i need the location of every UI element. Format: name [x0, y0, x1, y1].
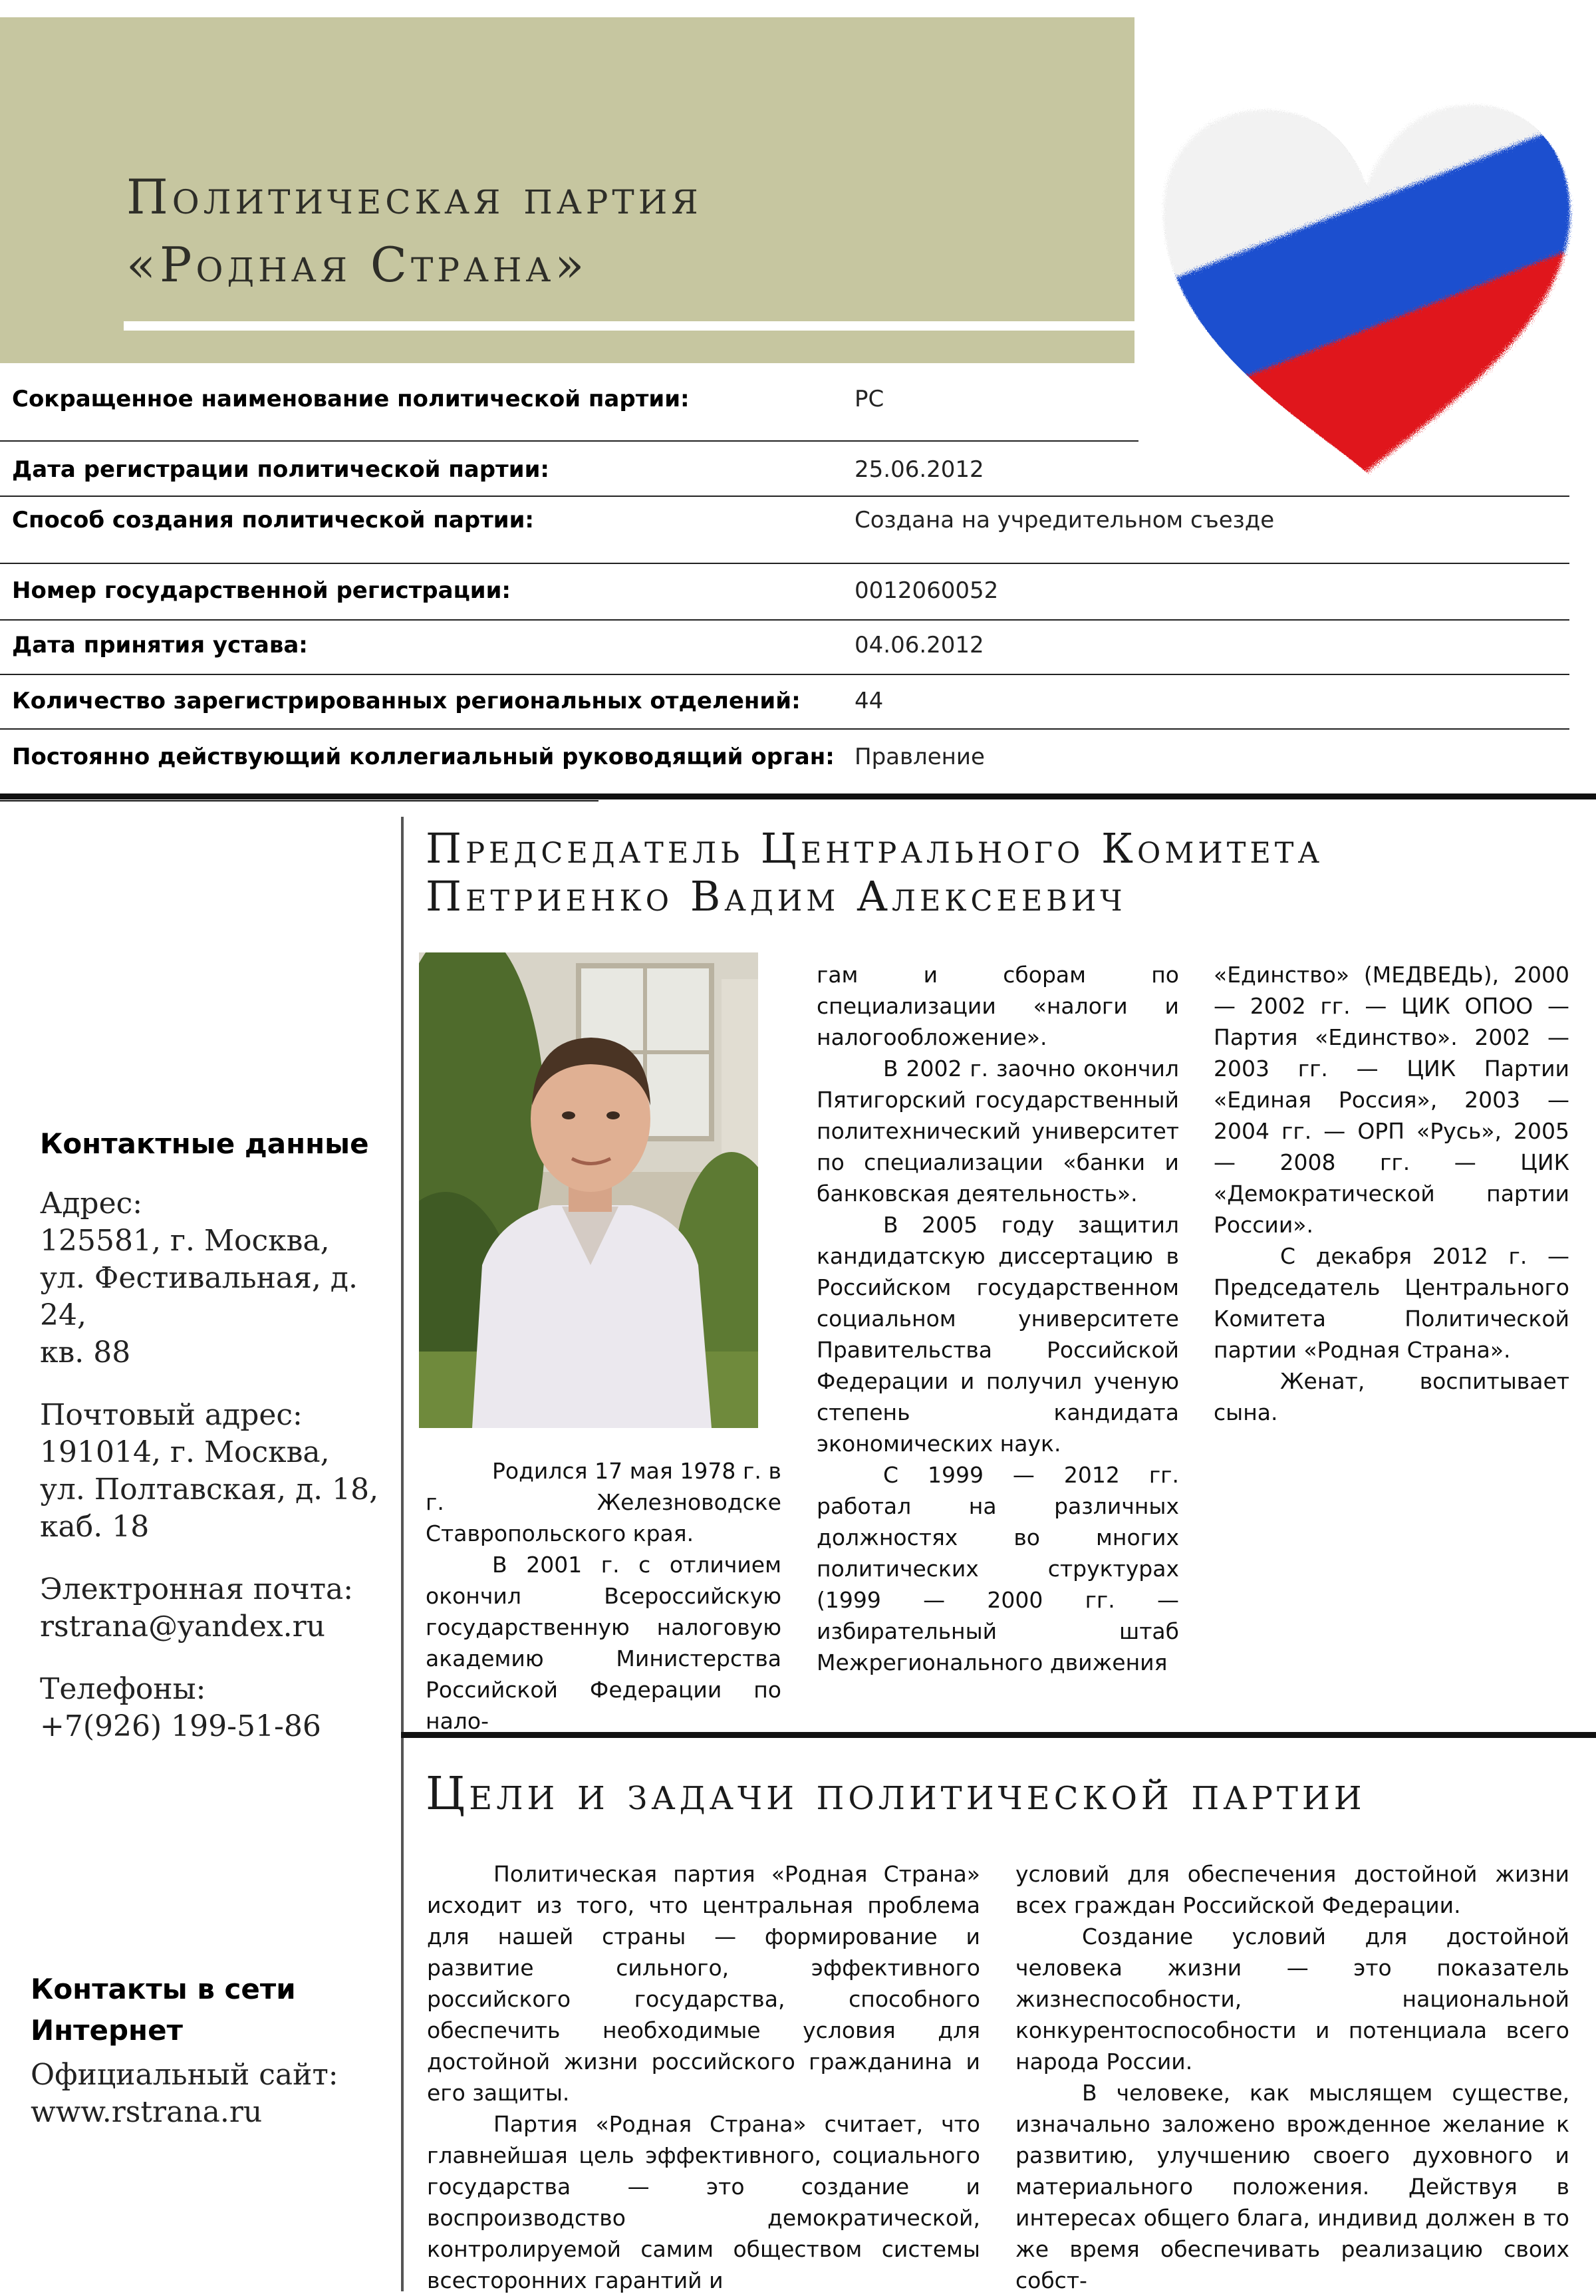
internet-heading-line: Интернет	[31, 2014, 183, 2047]
paragraph: Создание условий для достойной человека жизни — это показатель жизнеспособности, национальной конкурентоспособности и потенциала всего народа России.	[1015, 1924, 1569, 2075]
internet-sidebar	[31, 1969, 390, 2131]
chairman-column-1	[426, 1455, 781, 1737]
site-block	[31, 2057, 390, 2131]
email-block	[40, 1571, 386, 1646]
chairman-heading-line: Председатель Центрального Комитета	[426, 824, 1324, 873]
banner-divider	[124, 321, 1134, 331]
page-title	[126, 163, 1057, 299]
section-divider-thin	[0, 800, 598, 801]
chairman-heading-line: Петриенко Вадим Алексеевич	[426, 872, 1127, 921]
paragraph: В человеке, как мыслящем существе, изначально заложено врожденное желание к развитию, улучшению своего духовного и материального положения. Действуя в интересах общего блага, индивид должен в то же время обеспечивать реализацию своих собст-	[1015, 2080, 1569, 2293]
paragraph: В 2005 году защитил кандидатскую диссертацию в Российском государственном социальном университете Правительства Российской Федерации и получил ученую степень кандидата экономических наук.	[817, 1212, 1179, 1457]
address-block	[40, 1185, 386, 1371]
goals-heading: Цели и задачи политической партии	[426, 1768, 1366, 1820]
address-line: кв. 88	[40, 1336, 131, 1369]
paragraph: В 2001 г. с отличием окончил Всероссийскую государственную налоговую академию Министерства Российской Федерации по нало-	[426, 1552, 781, 1734]
paragraph: «Единство» (МЕДВЕДЬ), 2000 — 2002 гг. — ЦИК ОПОО — Партия «Единство». 2002 — 2003 гг. — ЦИК Партии «Единая Россия», 2003 — 2004 гг. — ОРП «Русь», 2005 — 2008 гг. — ЦИК «Демократической партии России».	[1214, 962, 1569, 1238]
chairman-photo	[419, 952, 758, 1428]
divider	[0, 563, 1569, 564]
info-value: 44	[855, 688, 884, 714]
info-value: 0012060052	[855, 577, 999, 604]
email-link[interactable]: rstrana@yandex.ru	[40, 1610, 325, 1644]
postal-line: 191014, г. Москва,	[40, 1435, 330, 1469]
info-value: РС	[855, 386, 884, 412]
section-divider	[0, 793, 1596, 799]
postal-line: ул. Полтавская, д. 18,	[40, 1473, 379, 1507]
info-value: Правление	[855, 744, 985, 770]
internet-heading-line: Контакты в сети	[31, 1973, 296, 2005]
info-label: Способ создания политической партии:	[12, 507, 535, 533]
contacts-sidebar	[40, 1127, 386, 1771]
divider	[0, 728, 1569, 730]
info-label: Номер государственной регистрации:	[12, 577, 511, 604]
goals-column-2	[1015, 1858, 1569, 2296]
info-label: Дата регистрации политической партии:	[12, 456, 549, 483]
goals-column-1	[427, 1858, 980, 2296]
phone-block	[40, 1671, 386, 1745]
chairman-column-3	[1214, 959, 1569, 1428]
postal-label: Почтовый адрес:	[40, 1398, 303, 1432]
contacts-heading: Контактные данные	[40, 1127, 369, 1160]
info-value: 04.06.2012	[855, 632, 984, 658]
postal-line: каб. 18	[40, 1510, 150, 1544]
internet-heading	[31, 1969, 390, 2051]
site-link[interactable]: www.rstrana.ru	[31, 2095, 263, 2129]
postal-block	[40, 1397, 386, 1546]
address-line: 125581, г. Москва,	[40, 1224, 330, 1258]
paragraph: Партия «Родная Страна» считает, что главнейшая цель эффективного, социального государства — это создание и воспроизводство демократической, контролируемой самим обществом системы всесторонних гарантий и	[427, 2111, 980, 2293]
email-label: Электронная почта:	[40, 1572, 354, 1606]
column-divider	[401, 817, 404, 2291]
info-label: Дата принятия устава:	[12, 632, 308, 658]
address-label: Адрес:	[40, 1187, 143, 1220]
russian-flag-heart-image	[1137, 73, 1596, 479]
phone-number: +7(926) 199-51-86	[40, 1709, 321, 1743]
paragraph: Родился 17 мая 1978 г. в г. Железноводске Ставропольского края.	[426, 1458, 781, 1546]
phones-label: Телефоны:	[40, 1672, 206, 1706]
address-line: ул. Фестивальная, д. 24,	[40, 1261, 358, 1332]
paragraph: Женат, воспитывает сына.	[1214, 1368, 1569, 1425]
title-line-1: Политическая партия	[126, 169, 702, 225]
info-label: Количество зарегистрированных региональных отделений:	[12, 688, 801, 714]
paragraph: Политическая партия «Родная Страна» исходит из того, что центральная проблема для нашей страны — формирование и развитие сильного, эффективного российского государства, способного обеспечить необходимые условия для достойной жизни российского гражданина и его защиты.	[427, 1861, 980, 2106]
info-value: Создана на учредительном съезде	[855, 507, 1275, 533]
paragraph: С 1999 — 2012 гг. работал на различных должностях во многих политических структурах (1999 — 2000 гг. — избирательный штаб Межрегионального движения	[817, 1462, 1179, 1675]
paragraph: В 2002 г. заочно окончил Пятигорский государственный политехнический университет по специализации «банки и банковская деятельность».	[817, 1056, 1179, 1207]
paragraph: гам и сборам по специализации «налоги и налогообложение».	[817, 962, 1179, 1050]
info-label: Сокращенное наименование политической партии:	[12, 386, 690, 412]
chairman-column-2	[817, 959, 1179, 1678]
title-line-2: «Родная Страна»	[126, 237, 589, 293]
divider	[0, 619, 1569, 621]
info-value: 25.06.2012	[855, 456, 984, 483]
paragraph: условий для обеспечения достойной жизни всех граждан Российской Федерации.	[1015, 1861, 1569, 1918]
chairman-heading	[426, 825, 1589, 921]
paragraph: С декабря 2012 г. — Председатель Центрального Комитета Политической партии «Родная Страна».	[1214, 1243, 1569, 1363]
info-label: Постоянно действующий коллегиальный руководящий орган:	[12, 744, 835, 770]
divider	[0, 674, 1569, 675]
divider	[0, 440, 1138, 442]
site-label: Официальный сайт:	[31, 2058, 338, 2092]
divider	[0, 496, 1569, 497]
